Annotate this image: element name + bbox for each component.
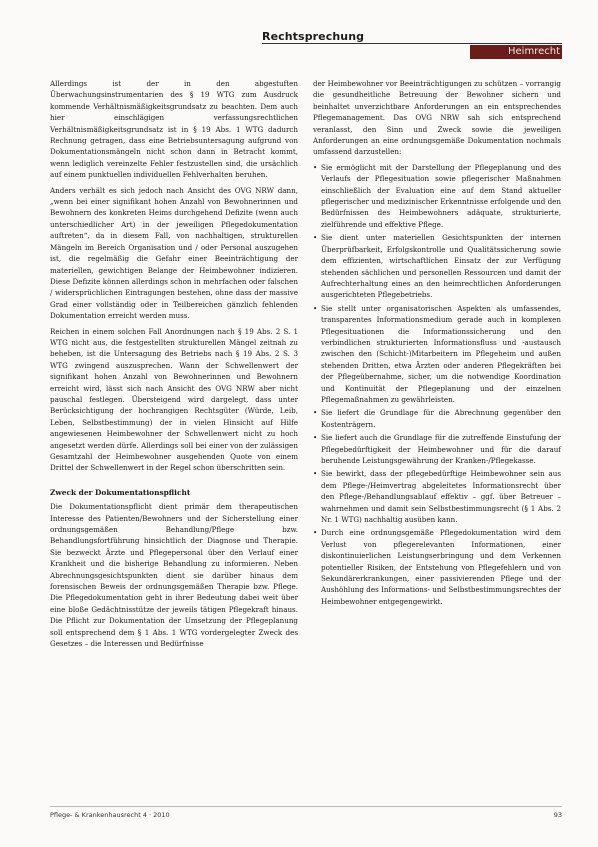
section-label: Heimrecht [508, 46, 560, 57]
paragraph: Allerdings ist der in den abgestuften Überwachungsinstrumentarien des § 19 WTG zum Ausdruck kommende Verhältnismäßigkeitsgrundsatz zu beachten. Dem auch hier einschlägigen verfassungsrechtlichen Verhältnismäßigkeitsgrundsatz ist in § 19 Abs. 1 WTG dadurch Rechnung getragen, dass eine Betriebsuntersagung aufgrund von Dokumentationsmängeln nicht schon dann in Betracht kommt, wenn lediglich vereinzelte Fehler festzustellen sind, die ursächlich auf einem punktuellen individuellen Fehlverhalten beruhen. [50, 79, 298, 180]
footer-rule [50, 806, 562, 807]
paragraph: Reichen in einem solchen Fall Anordnungen nach § 19 Abs. 2 S. 1 WTG nicht aus, die festgestellten strukturellen Mängel zeitnah zu beheben, ist die Untersagung des Betriebs nach § 19 Abs. 2 S. 3 WTG zwingend auszusprechen. Wann der Schwellenwert der signifikant hohen Anzahl von Bewohnerinnen und Bewohnern erreicht wird, lässt sich nach Ansicht des OVG NRW aber nicht pauschal festlegen. Übersteigend wird dargelegt, dass unter Berücksichtigung der hochrangigen Rechtsgüter (Würde, Leib, Leben, Selbstbestimmung) der in vielen Hinsicht auf Hilfe angewiesenen Heimbewohner der Schwellenwert nicht zu hoch angesetzt werden dürfe. Allerdings soll bei einer von der zulässigen Gesamtzahl der Heimbewohner ausgehenden Quote von einem Drittel der Schwellenwert in der Regel schon überschritten sein. [50, 326, 298, 473]
bullet-icon: • [313, 469, 318, 479]
list-item: • Sie dient unter materiellen Gesichtspunkten der internen Überprüfbarkeit, Erfolgskontrolle und Qualitätssicherung sowie dem effizienten, wirtschaftlichen Einsatz der zur Verfügung stehenden sächlichen und personellen Ressourcen und damit der Aufrechterhaltung eines an den heimrechtlichen Anforderungen ausgerichteten Pflegebetriebs. [313, 233, 561, 300]
journal-section-title: Rechtsprechung [262, 30, 365, 43]
left-column [50, 78, 298, 654]
bullet-icon: • [313, 303, 318, 313]
footer-journal: Pflege- & Krankenhausrecht 4 · 2010 [50, 811, 170, 819]
list-item: • Sie stellt unter organisatorischen Aspekten als umfassendes, transparentes Informationsmedium gerade auch in komplexen Pflegesituationen die Informationssicherung und den verbindlichen strukturierten Informationsfluss und -austausch zwischen den (Schicht-)Mitarbeitern im Pflegeheim und außen stehenden Dritten, etwa Ärzten oder anderen Pflegekräften bei der Pflegeübernahme, sicher, um die notwendige Koordination und Kontinuität der Pflegeplanung und der einzelnen Pflegemaßnahmen zu gewährleisten. [313, 303, 561, 404]
right-column [313, 78, 561, 609]
list-item: • Durch eine ordnungsgemäße Pflegedokumentation wird dem Verlust von pflegerelevanten Informationen, einer diskontinuierlichen Leistungserbringung und dem Verkennen potentieller Risiken, der Entstehung von Pflegefehlern und von Sekundärerkrankungen, einer passivierenden Pflege und der Aushöhlung des Informations- und Selbstbestimmungsrechtes der Heimbewohner entgegengewirkt. [313, 528, 561, 606]
bullet-icon: • [313, 233, 318, 243]
bullet-icon: • [313, 433, 318, 443]
list-item: • Sie bewirkt, dass der pflegebedürftige Heimbewohner sein aus dem Pflege-/Heimvertrag abgeleitetes Informationsrecht über den Pflege-/Behandlungsablauf effektiv – ggf. über Betreuer – wahrnehmen und damit sein Selbstbestimmungsrecht (§ 1 Abs. 2 Nr. 1 WTG) nachhaltig ausüben kann. [313, 469, 561, 525]
bullet-icon: • [313, 408, 318, 418]
list-item: • Sie liefert die Grundlage für die Abrechnung gegenüber den Kostenträgern. [313, 408, 561, 429]
paragraph: der Heimbewohner vor Beeinträchtigungen zu schützen – vorrangig die gesundheitliche Betreuung der Bewohner sichern und beinhaltet unverzichtbare Anforderungen an ein entsprechendes Pflegemanagement. Das OVG NRW sah sich entsprechend veranlasst, den Sinn und Zweck sowie die jeweiligen Anforderungen an eine ordnungsgemäße Dokumentation nochmals umfassend darzustellen: [313, 79, 561, 157]
paragraph: Die Dokumentationspflicht dient primär dem therapeutischen Interesse des Patienten/Bewohners und der Sicherstellung einer ordnungsgemäßen Behandlung/Pflege bzw. Behandlungsfortführung hinsichtlich der Diagnose und Therapie. Sie bezweckt Ärzte und Pflegepersonal über den Verlauf einer Krankheit und die bisherige Behandlung zu informieren. Neben Abrechnungsgesichtspunkten dient sie darüber hinaus dem forensischen Beweis der ordnungsgemäßen Therapie bzw. Pflege. Die Pflegedokumentation geht in ihrer Bedeutung dabei weit über eine bloße Gedächtnisstütze der jeweils tätigen Pflegekraft hinaus. Die Pflicht zur Dokumentation der Umsetzung der Pflegeplanung soll entsprechend dem § 1 Abs. 1 WTG vordergelegter Zweck des Gesetzes – die Interessen und Bedürfnisse [50, 502, 298, 649]
list-item: • Sie ermöglicht mit der Darstellung der Pflegeplanung und des Verlaufs der Pflegesituation sowie pflegerischer Maßnahmen einschließlich der Evaluation eine auf dem Stand aktueller pflegerischer und medizinischer Erkenntnisse erfolgende und den Bedürfnissen des Heimbewohners adäquate, strukturierte, zielführende und effektive Pflege. [313, 162, 561, 229]
list-item: • Sie liefert auch die Grundlage für die zutreffende Einstufung der Pflegebedürftigkeit der Heimbewohner und für die darauf beruhende Leistungsgewährung der Kranken-/Pflegekasse. [313, 433, 561, 465]
header-rule [262, 43, 562, 44]
paragraph: Anders verhält es sich jedoch nach Ansicht des OVG NRW dann, „wenn bei einer signifikant hohen Anzahl von Bewohnerinnen und Bewohnern des konkreten Heims durchgehend Defizite (wenn auch unterschiedlicher Art) in der jeweiligen Pflegedokumentation auftreten“, da in diesem Fall, von nachhaltigen, strukturellen Mängeln im Bereich Organisation und / oder Personal auszugehen ist, die regelmäßig die Gefahr einer Beeinträchtigung der materiellen, gewichtigen Belange der Heimbewohner indizieren. Diese Defizite können allerdings schon in mehrfachen oder falschen / widersprüchlichen Eintragungen bestehen, ohne dass der massive Grad einer vollständig oder in Teilbereichen gänzlich fehlenden Dokumentation erreicht werden muss. [50, 185, 298, 321]
bullet-icon: • [313, 528, 318, 538]
bullet-list [313, 162, 561, 607]
section-heading: Zweck der Dokumentationspflicht [50, 487, 191, 497]
bullet-icon: • [313, 162, 318, 172]
page-number: 93 [553, 811, 562, 819]
